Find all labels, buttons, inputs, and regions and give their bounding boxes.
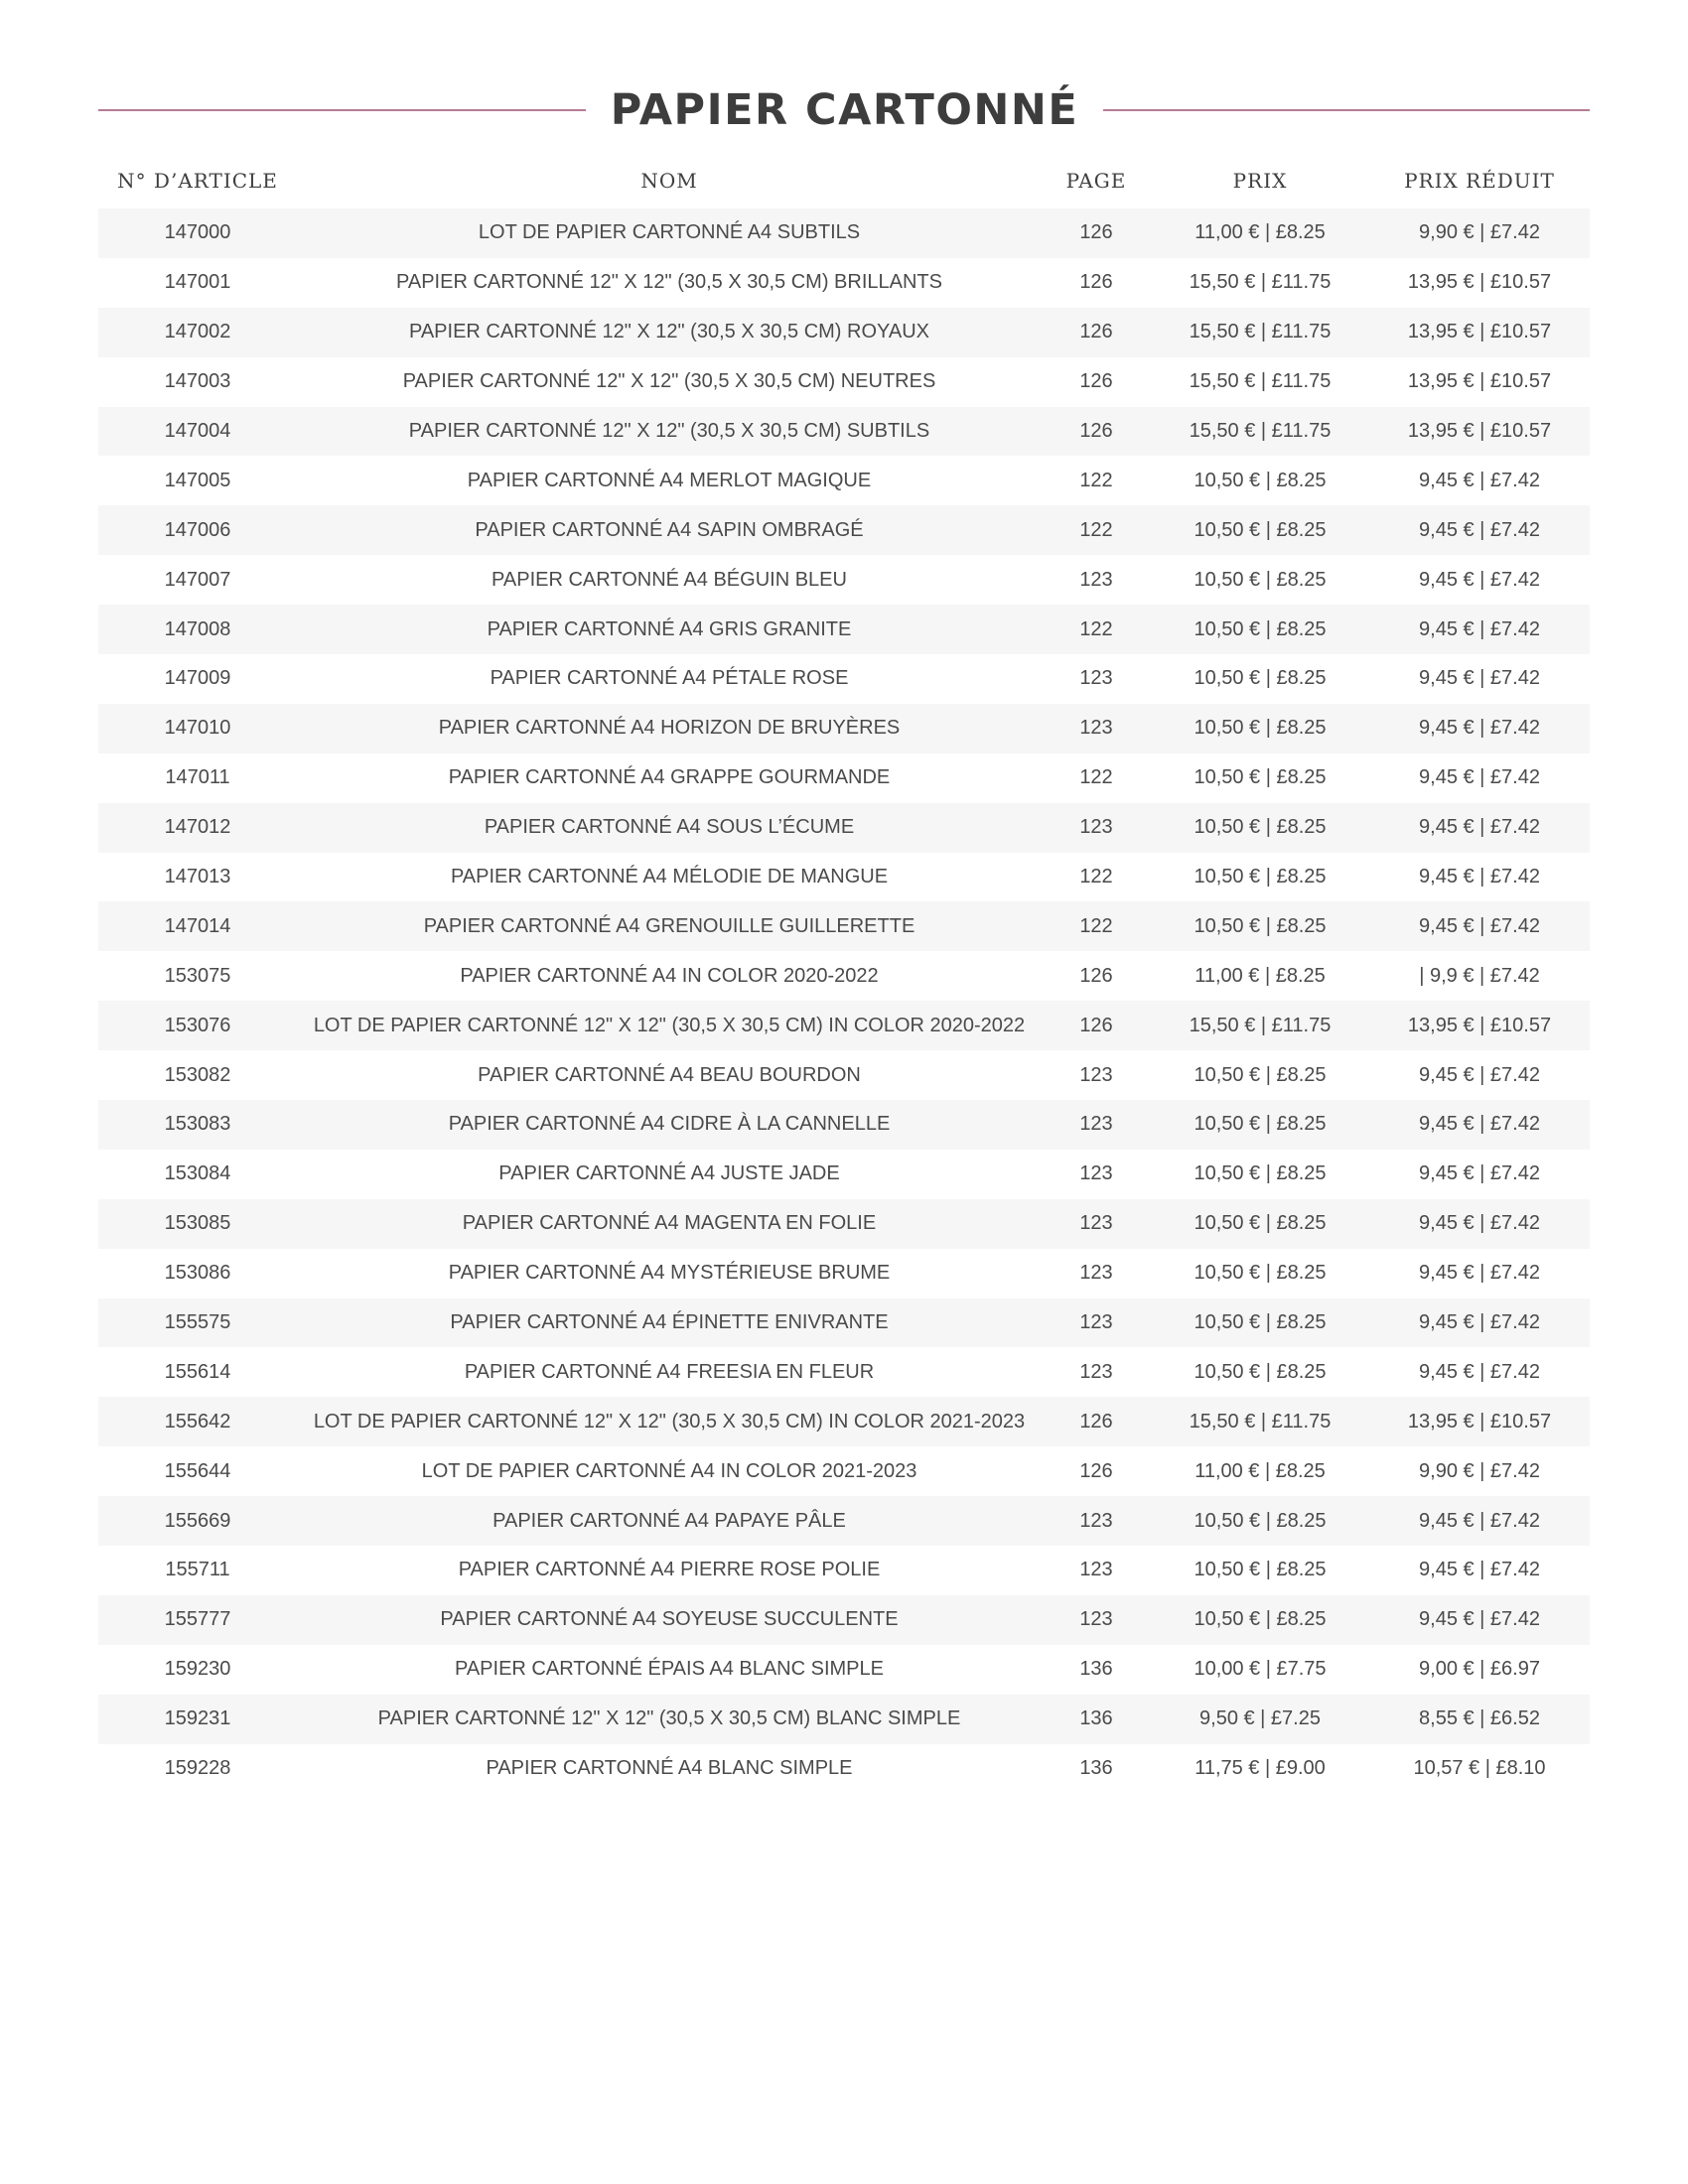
- cell-prix: 10,50 € | £8.25: [1151, 1150, 1369, 1199]
- cell-prix: 10,00 € | £7.75: [1151, 1645, 1369, 1695]
- cell-prix-reduit: 9,45 € | £7.42: [1369, 654, 1590, 704]
- cell-page: 126: [1042, 258, 1151, 308]
- cell-nom: PAPIER CARTONNÉ 12" X 12" (30,5 X 30,5 CM) BLANC SIMPLE: [297, 1695, 1042, 1744]
- cell-page: 122: [1042, 853, 1151, 902]
- table-row: [98, 853, 1590, 902]
- cell-numero: 147009: [98, 654, 297, 704]
- cell-prix: 10,50 € | £8.25: [1151, 1298, 1369, 1348]
- cell-numero: 147001: [98, 258, 297, 308]
- column-header-nom: NOM: [640, 169, 698, 193]
- cell-nom: LOT DE PAPIER CARTONNÉ 12" X 12" (30,5 X 30,5 CM) IN COLOR 2020-2022: [297, 1001, 1042, 1050]
- table-row: [98, 1298, 1590, 1348]
- column-header-page: PAGE: [1065, 169, 1127, 193]
- cell-prix-reduit: 9,45 € | £7.42: [1369, 1347, 1590, 1397]
- cell-numero: 147005: [98, 456, 297, 505]
- cell-nom: PAPIER CARTONNÉ A4 GRENOUILLE GUILLERETTE: [297, 901, 1042, 951]
- cell-prix-reduit: 9,45 € | £7.42: [1369, 803, 1590, 853]
- table-row: [98, 1199, 1590, 1249]
- cell-nom: LOT DE PAPIER CARTONNÉ A4 IN COLOR 2021-2023: [297, 1446, 1042, 1496]
- cell-nom: PAPIER CARTONNÉ A4 GRAPPE GOURMANDE: [297, 753, 1042, 803]
- table-header: [98, 153, 1590, 208]
- cell-prix: 10,50 € | £8.25: [1151, 704, 1369, 753]
- cell-prix-reduit: 13,95 € | £10.57: [1369, 407, 1590, 457]
- cell-nom: PAPIER CARTONNÉ 12" X 12" (30,5 X 30,5 CM) NEUTRES: [297, 357, 1042, 407]
- table-row: [98, 951, 1590, 1001]
- table-row: [98, 654, 1590, 704]
- cell-numero: 155669: [98, 1496, 297, 1546]
- cell-prix-reduit: 9,45 € | £7.42: [1369, 1150, 1590, 1199]
- cell-page: 123: [1042, 1595, 1151, 1645]
- cell-page: 123: [1042, 1546, 1151, 1595]
- cell-numero: 153076: [98, 1001, 297, 1050]
- cell-prix: 11,00 € | £8.25: [1151, 951, 1369, 1001]
- cell-prix: 15,50 € | £11.75: [1151, 258, 1369, 308]
- cell-prix: 15,50 € | £11.75: [1151, 308, 1369, 357]
- cell-nom: LOT DE PAPIER CARTONNÉ 12" X 12" (30,5 X 30,5 CM) IN COLOR 2021-2023: [297, 1397, 1042, 1446]
- cell-numero: 147010: [98, 704, 297, 753]
- cell-nom: PAPIER CARTONNÉ A4 HORIZON DE BRUYÈRES: [297, 704, 1042, 753]
- table-row: [98, 1100, 1590, 1150]
- cell-prix: 10,50 € | £8.25: [1151, 555, 1369, 605]
- cell-prix-reduit: 9,45 € | £7.42: [1369, 505, 1590, 555]
- table-row: [98, 456, 1590, 505]
- cell-prix-reduit: 9,45 € | £7.42: [1369, 1298, 1590, 1348]
- cell-numero: 147014: [98, 901, 297, 951]
- table-row: [98, 1001, 1590, 1050]
- table-row: [98, 1397, 1590, 1446]
- cell-prix-reduit: 13,95 € | £10.57: [1369, 1397, 1590, 1446]
- cell-nom: PAPIER CARTONNÉ A4 GRIS GRANITE: [297, 605, 1042, 654]
- cell-nom: PAPIER CARTONNÉ A4 PÉTALE ROSE: [297, 654, 1042, 704]
- cell-nom: PAPIER CARTONNÉ A4 SOYEUSE SUCCULENTE: [297, 1595, 1042, 1645]
- cell-page: 126: [1042, 357, 1151, 407]
- cell-page: 126: [1042, 1001, 1151, 1050]
- cell-nom: PAPIER CARTONNÉ A4 MERLOT MAGIQUE: [297, 456, 1042, 505]
- column-header-prix-reduit: PRIX RÉDUIT: [1404, 169, 1555, 193]
- cell-prix: 11,75 € | £9.00: [1151, 1744, 1369, 1794]
- header-row: [98, 153, 1590, 208]
- cell-page: 136: [1042, 1695, 1151, 1744]
- table-row: [98, 357, 1590, 407]
- cell-prix: 10,50 € | £8.25: [1151, 1546, 1369, 1595]
- cell-page: 136: [1042, 1645, 1151, 1695]
- cell-prix: 10,50 € | £8.25: [1151, 1050, 1369, 1100]
- cell-page: 123: [1042, 1100, 1151, 1150]
- cell-prix: 10,50 € | £8.25: [1151, 456, 1369, 505]
- cell-numero: 147013: [98, 853, 297, 902]
- table-row: [98, 1546, 1590, 1595]
- cell-prix: 10,50 € | £8.25: [1151, 1199, 1369, 1249]
- cell-nom: PAPIER CARTONNÉ A4 IN COLOR 2020-2022: [297, 951, 1042, 1001]
- cell-numero: 155644: [98, 1446, 297, 1496]
- table-row: [98, 505, 1590, 555]
- cell-page: 126: [1042, 1397, 1151, 1446]
- cell-prix-reduit: 9,45 € | £7.42: [1369, 605, 1590, 654]
- cell-numero: 147011: [98, 753, 297, 803]
- column-header-numero: N° D’ARTICLE: [117, 169, 278, 193]
- cell-prix-reduit: 13,95 € | £10.57: [1369, 357, 1590, 407]
- cell-prix-reduit: 13,95 € | £10.57: [1369, 1001, 1590, 1050]
- cell-page: 126: [1042, 208, 1151, 258]
- cell-nom: PAPIER CARTONNÉ A4 JUSTE JADE: [297, 1150, 1042, 1199]
- table-row: [98, 1595, 1590, 1645]
- cell-prix-reduit: 8,55 € | £6.52: [1369, 1695, 1590, 1744]
- cell-prix: 15,50 € | £11.75: [1151, 407, 1369, 457]
- column-header-prix: PRIX: [1232, 169, 1288, 193]
- cell-nom: PAPIER CARTONNÉ A4 SOUS L’ÉCUME: [297, 803, 1042, 853]
- cell-prix-reduit: 9,45 € | £7.42: [1369, 1546, 1590, 1595]
- cell-page: 123: [1042, 803, 1151, 853]
- table-row: [98, 1150, 1590, 1199]
- cell-page: 136: [1042, 1744, 1151, 1794]
- cell-page: 123: [1042, 1249, 1151, 1298]
- cell-page: 123: [1042, 704, 1151, 753]
- cell-prix-reduit: 9,45 € | £7.42: [1369, 853, 1590, 902]
- cell-prix: 10,50 € | £8.25: [1151, 1100, 1369, 1150]
- title-rule-right: [1103, 109, 1590, 111]
- table-row: [98, 208, 1590, 258]
- cell-page: 123: [1042, 1347, 1151, 1397]
- cell-prix-reduit: | 9,9 € | £7.42: [1369, 951, 1590, 1001]
- table-row: [98, 258, 1590, 308]
- cell-nom: LOT DE PAPIER CARTONNÉ A4 SUBTILS: [297, 208, 1042, 258]
- cell-nom: PAPIER CARTONNÉ ÉPAIS A4 BLANC SIMPLE: [297, 1645, 1042, 1695]
- cell-prix: 10,50 € | £8.25: [1151, 654, 1369, 704]
- cell-nom: PAPIER CARTONNÉ A4 BÉGUIN BLEU: [297, 555, 1042, 605]
- cell-numero: 147007: [98, 555, 297, 605]
- cell-numero: 147008: [98, 605, 297, 654]
- cell-prix-reduit: 9,45 € | £7.42: [1369, 753, 1590, 803]
- cell-numero: 147003: [98, 357, 297, 407]
- table-row: [98, 1446, 1590, 1496]
- table-row: [98, 1645, 1590, 1695]
- cell-prix-reduit: 9,45 € | £7.42: [1369, 704, 1590, 753]
- table-row: [98, 1496, 1590, 1546]
- table-row: [98, 1347, 1590, 1397]
- cell-page: 122: [1042, 456, 1151, 505]
- cell-numero: 147004: [98, 407, 297, 457]
- cell-page: 122: [1042, 901, 1151, 951]
- cell-prix: 15,50 € | £11.75: [1151, 1001, 1369, 1050]
- table-body: [98, 208, 1590, 1794]
- title-rule-left: [98, 109, 586, 111]
- cell-prix-reduit: 13,95 € | £10.57: [1369, 258, 1590, 308]
- cell-nom: PAPIER CARTONNÉ A4 SAPIN OMBRAGÉ: [297, 505, 1042, 555]
- cell-page: 122: [1042, 505, 1151, 555]
- section-header: [98, 81, 1590, 141]
- cell-prix: 11,00 € | £8.25: [1151, 1446, 1369, 1496]
- cell-prix: 10,50 € | £8.25: [1151, 1496, 1369, 1546]
- cell-numero: 155711: [98, 1546, 297, 1595]
- table-row: [98, 704, 1590, 753]
- table-row: [98, 308, 1590, 357]
- table-row: [98, 555, 1590, 605]
- cell-page: 122: [1042, 605, 1151, 654]
- table-row: [98, 803, 1590, 853]
- cell-prix-reduit: 13,95 € | £10.57: [1369, 308, 1590, 357]
- cell-nom: PAPIER CARTONNÉ A4 PAPAYE PÂLE: [297, 1496, 1042, 1546]
- table-row: [98, 605, 1590, 654]
- cell-prix-reduit: 9,90 € | £7.42: [1369, 208, 1590, 258]
- cell-nom: PAPIER CARTONNÉ 12" X 12" (30,5 X 30,5 CM) SUBTILS: [297, 407, 1042, 457]
- cell-prix-reduit: 9,45 € | £7.42: [1369, 1249, 1590, 1298]
- table-row: [98, 1744, 1590, 1794]
- cell-nom: PAPIER CARTONNÉ 12" X 12" (30,5 X 30,5 CM) ROYAUX: [297, 308, 1042, 357]
- table-row: [98, 1249, 1590, 1298]
- table-row: [98, 901, 1590, 951]
- cell-prix: 10,50 € | £8.25: [1151, 1347, 1369, 1397]
- cell-prix: 10,50 € | £8.25: [1151, 605, 1369, 654]
- cell-prix: 10,50 € | £8.25: [1151, 1249, 1369, 1298]
- cell-prix: 10,50 € | £8.25: [1151, 901, 1369, 951]
- cell-numero: 153075: [98, 951, 297, 1001]
- cell-prix: 10,50 € | £8.25: [1151, 753, 1369, 803]
- cell-numero: 147000: [98, 208, 297, 258]
- cell-nom: PAPIER CARTONNÉ A4 MYSTÉRIEUSE BRUME: [297, 1249, 1042, 1298]
- cell-prix: 11,00 € | £8.25: [1151, 208, 1369, 258]
- table-row: [98, 1695, 1590, 1744]
- cell-page: 126: [1042, 407, 1151, 457]
- cell-prix: 10,50 € | £8.25: [1151, 853, 1369, 902]
- cell-page: 123: [1042, 555, 1151, 605]
- cell-numero: 147012: [98, 803, 297, 853]
- cell-page: 126: [1042, 308, 1151, 357]
- cell-page: 123: [1042, 1298, 1151, 1348]
- table-row: [98, 1050, 1590, 1100]
- cell-prix-reduit: 9,45 € | £7.42: [1369, 1050, 1590, 1100]
- cell-prix: 10,50 € | £8.25: [1151, 505, 1369, 555]
- page-title: PAPIER CARTONNÉ: [610, 85, 1079, 135]
- cell-numero: 159230: [98, 1645, 297, 1695]
- cell-page: 126: [1042, 1446, 1151, 1496]
- cell-page: 123: [1042, 1150, 1151, 1199]
- cell-page: 123: [1042, 1496, 1151, 1546]
- cell-page: 123: [1042, 1199, 1151, 1249]
- cell-prix-reduit: 10,57 € | £8.10: [1369, 1744, 1590, 1794]
- cell-nom: PAPIER CARTONNÉ A4 FREESIA EN FLEUR: [297, 1347, 1042, 1397]
- cell-numero: 155614: [98, 1347, 297, 1397]
- cell-prix: 9,50 € | £7.25: [1151, 1695, 1369, 1744]
- cell-page: 126: [1042, 951, 1151, 1001]
- cell-numero: 147006: [98, 505, 297, 555]
- cell-prix-reduit: 9,45 € | £7.42: [1369, 555, 1590, 605]
- cell-prix: 15,50 € | £11.75: [1151, 1397, 1369, 1446]
- cell-prix-reduit: 9,90 € | £7.42: [1369, 1446, 1590, 1496]
- cell-nom: PAPIER CARTONNÉ A4 CIDRE À LA CANNELLE: [297, 1100, 1042, 1150]
- cell-numero: 153082: [98, 1050, 297, 1100]
- cell-numero: 159228: [98, 1744, 297, 1794]
- cell-prix-reduit: 9,00 € | £6.97: [1369, 1645, 1590, 1695]
- cell-numero: 155777: [98, 1595, 297, 1645]
- cell-nom: PAPIER CARTONNÉ A4 BEAU BOURDON: [297, 1050, 1042, 1100]
- cell-nom: PAPIER CARTONNÉ A4 MAGENTA EN FOLIE: [297, 1199, 1042, 1249]
- cell-numero: 153085: [98, 1199, 297, 1249]
- cell-nom: PAPIER CARTONNÉ A4 MÉLODIE DE MANGUE: [297, 853, 1042, 902]
- cell-prix-reduit: 9,45 € | £7.42: [1369, 1100, 1590, 1150]
- cell-numero: 159231: [98, 1695, 297, 1744]
- cell-nom: PAPIER CARTONNÉ A4 BLANC SIMPLE: [297, 1744, 1042, 1794]
- cell-nom: PAPIER CARTONNÉ A4 PIERRE ROSE POLIE: [297, 1546, 1042, 1595]
- cell-prix: 10,50 € | £8.25: [1151, 1595, 1369, 1645]
- cell-prix-reduit: 9,45 € | £7.42: [1369, 456, 1590, 505]
- table-row: [98, 753, 1590, 803]
- cell-prix-reduit: 9,45 € | £7.42: [1369, 901, 1590, 951]
- cell-prix: 15,50 € | £11.75: [1151, 357, 1369, 407]
- cell-numero: 147002: [98, 308, 297, 357]
- cell-numero: 153086: [98, 1249, 297, 1298]
- cell-prix-reduit: 9,45 € | £7.42: [1369, 1496, 1590, 1546]
- cell-nom: PAPIER CARTONNÉ A4 ÉPINETTE ENIVRANTE: [297, 1298, 1042, 1348]
- cell-numero: 155575: [98, 1298, 297, 1348]
- price-table: [98, 153, 1590, 1794]
- cell-numero: 155642: [98, 1397, 297, 1446]
- cell-prix-reduit: 9,45 € | £7.42: [1369, 1199, 1590, 1249]
- cell-prix-reduit: 9,45 € | £7.42: [1369, 1595, 1590, 1645]
- cell-page: 122: [1042, 753, 1151, 803]
- cell-page: 123: [1042, 654, 1151, 704]
- cell-prix: 10,50 € | £8.25: [1151, 803, 1369, 853]
- cell-numero: 153083: [98, 1100, 297, 1150]
- table-row: [98, 407, 1590, 457]
- cell-nom: PAPIER CARTONNÉ 12" X 12" (30,5 X 30,5 CM) BRILLANTS: [297, 258, 1042, 308]
- cell-page: 123: [1042, 1050, 1151, 1100]
- cell-numero: 153084: [98, 1150, 297, 1199]
